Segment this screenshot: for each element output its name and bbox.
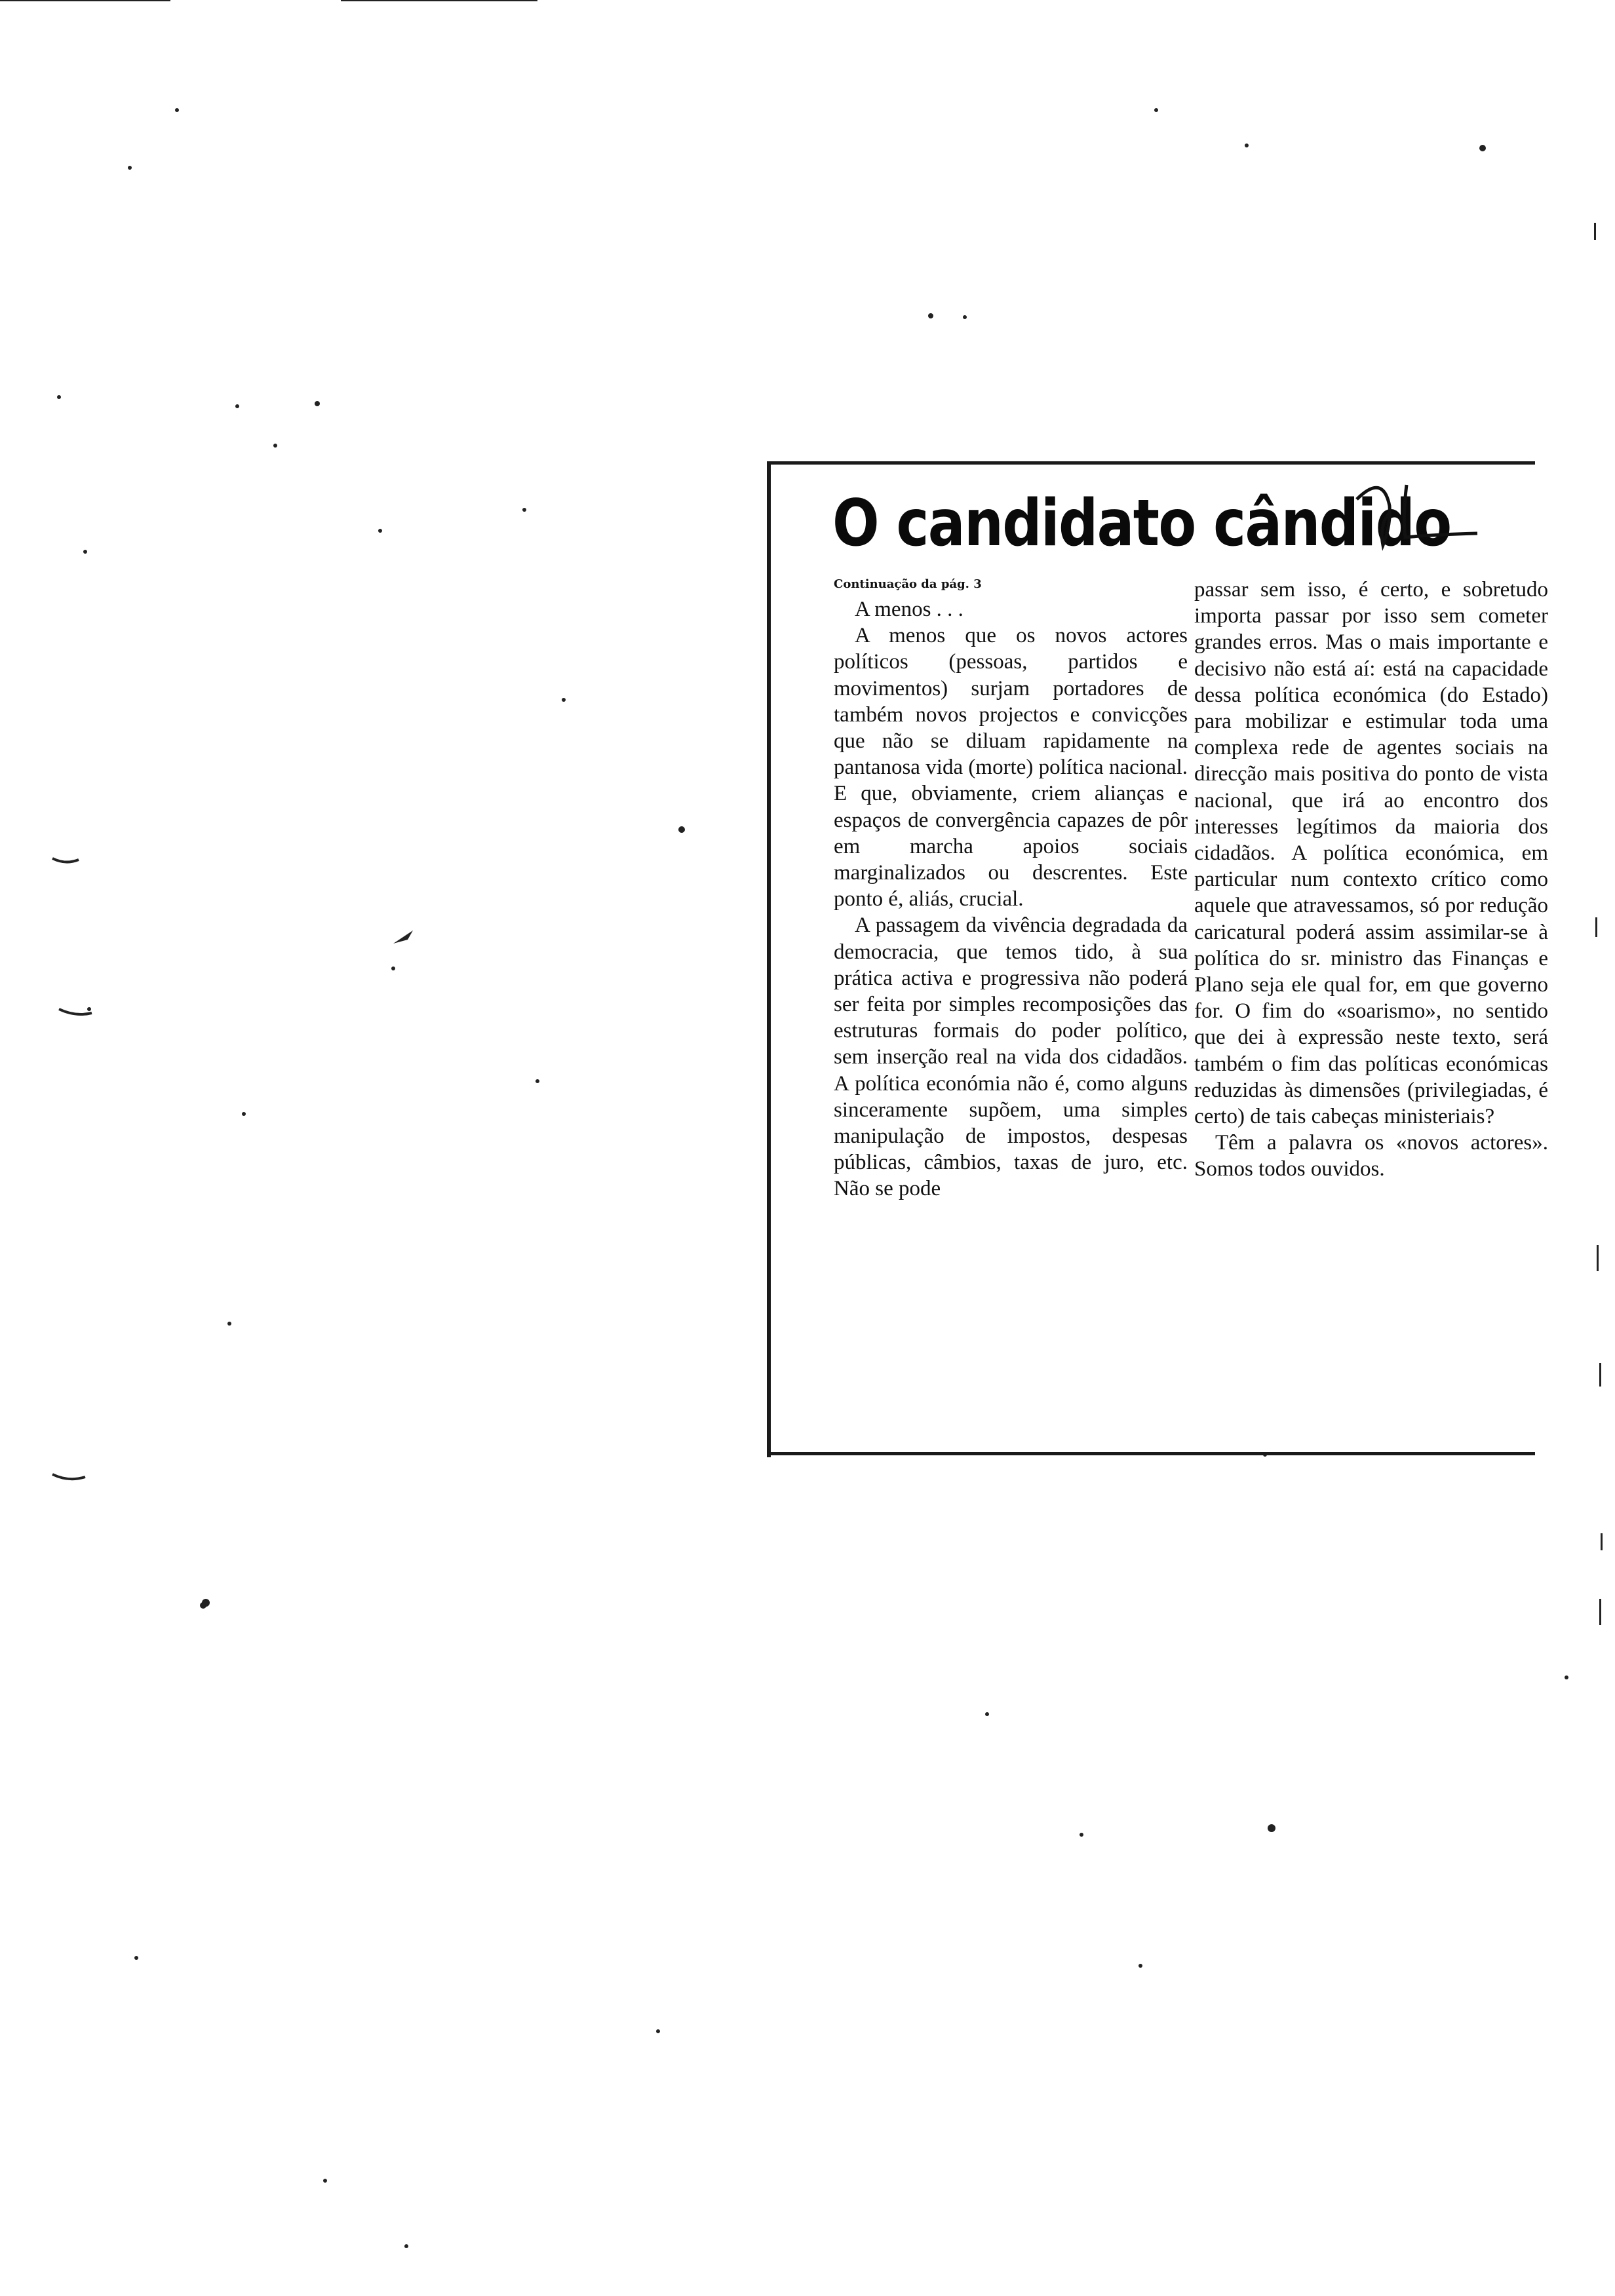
newspaper-clipping [767,461,1548,1457]
paragraph-5: Têm a palavra os «novos actores». Somos todos ouvidos. [1194,1131,1548,1181]
clipping-bottom-rule [767,1452,1535,1455]
clipping-top-rule [767,461,1535,465]
article-left-column [834,577,1188,1202]
clipping-left-edge [767,461,771,1457]
paragraph-1: A menos . . . [855,598,963,621]
article-right-column [1194,577,1548,1183]
article-headline: O candidato cândido [832,486,1451,561]
handwritten-initials [1344,473,1481,552]
paragraph-2: A menos que os novos actores políticos (pessoas, partidos e movimentos) surjam portadores de também novos projectos e convicções que não se diluam rapidamente na pantanosa vida (morte) política nacional. E que, obviamente, criem alianças e espaços de convergência capazes de pôr em marcha apoios sociais marginalizados ou descrentes. Este ponto é, aliás, crucial. [834,624,1188,911]
paragraph-4: passar sem isso, é certo, e sobretudo importa passar por isso sem cometer grandes erros. Mas o mais importante e decisivo não está aí: está na capacidade dessa política económica (do Estado) para mobilizar e estimular toda uma complexa rede de agentes sociais na direcção mais positiva do ponto de vista nacional, que irá ao encontro dos interesses legítimos da maioria dos cidadãos. A política económica, em particular num contexto crítico como aquele que atravessamos, só por redução caricatural poderá assim assimilar-se à política do sr. ministro das Finanças e Plano seja ele qual for, em que governo for. O fim do «soarismo», no sentido que dei à expressão neste texto, será também o fim das políticas económicas reduzidas às dimensões (privilegiadas, é certo) de tais cabeças ministeriais? [1194,578,1548,1129]
continuation-label: Continuação da pág. 3 [834,577,982,591]
paragraph-3: A passagem da vivência degradada da democracia, que temos tido, à sua prática activa e progressiva não poderá ser feita por simples recomposições das estruturas formais do poder político, sem inserção real na vida dos cidadãos. A política económia não é, como alguns sinceramente supõem, uma simples manipulação de impostos, despesas públicas, câmbios, taxas de juro, etc. Não se pode [834,913,1188,1201]
